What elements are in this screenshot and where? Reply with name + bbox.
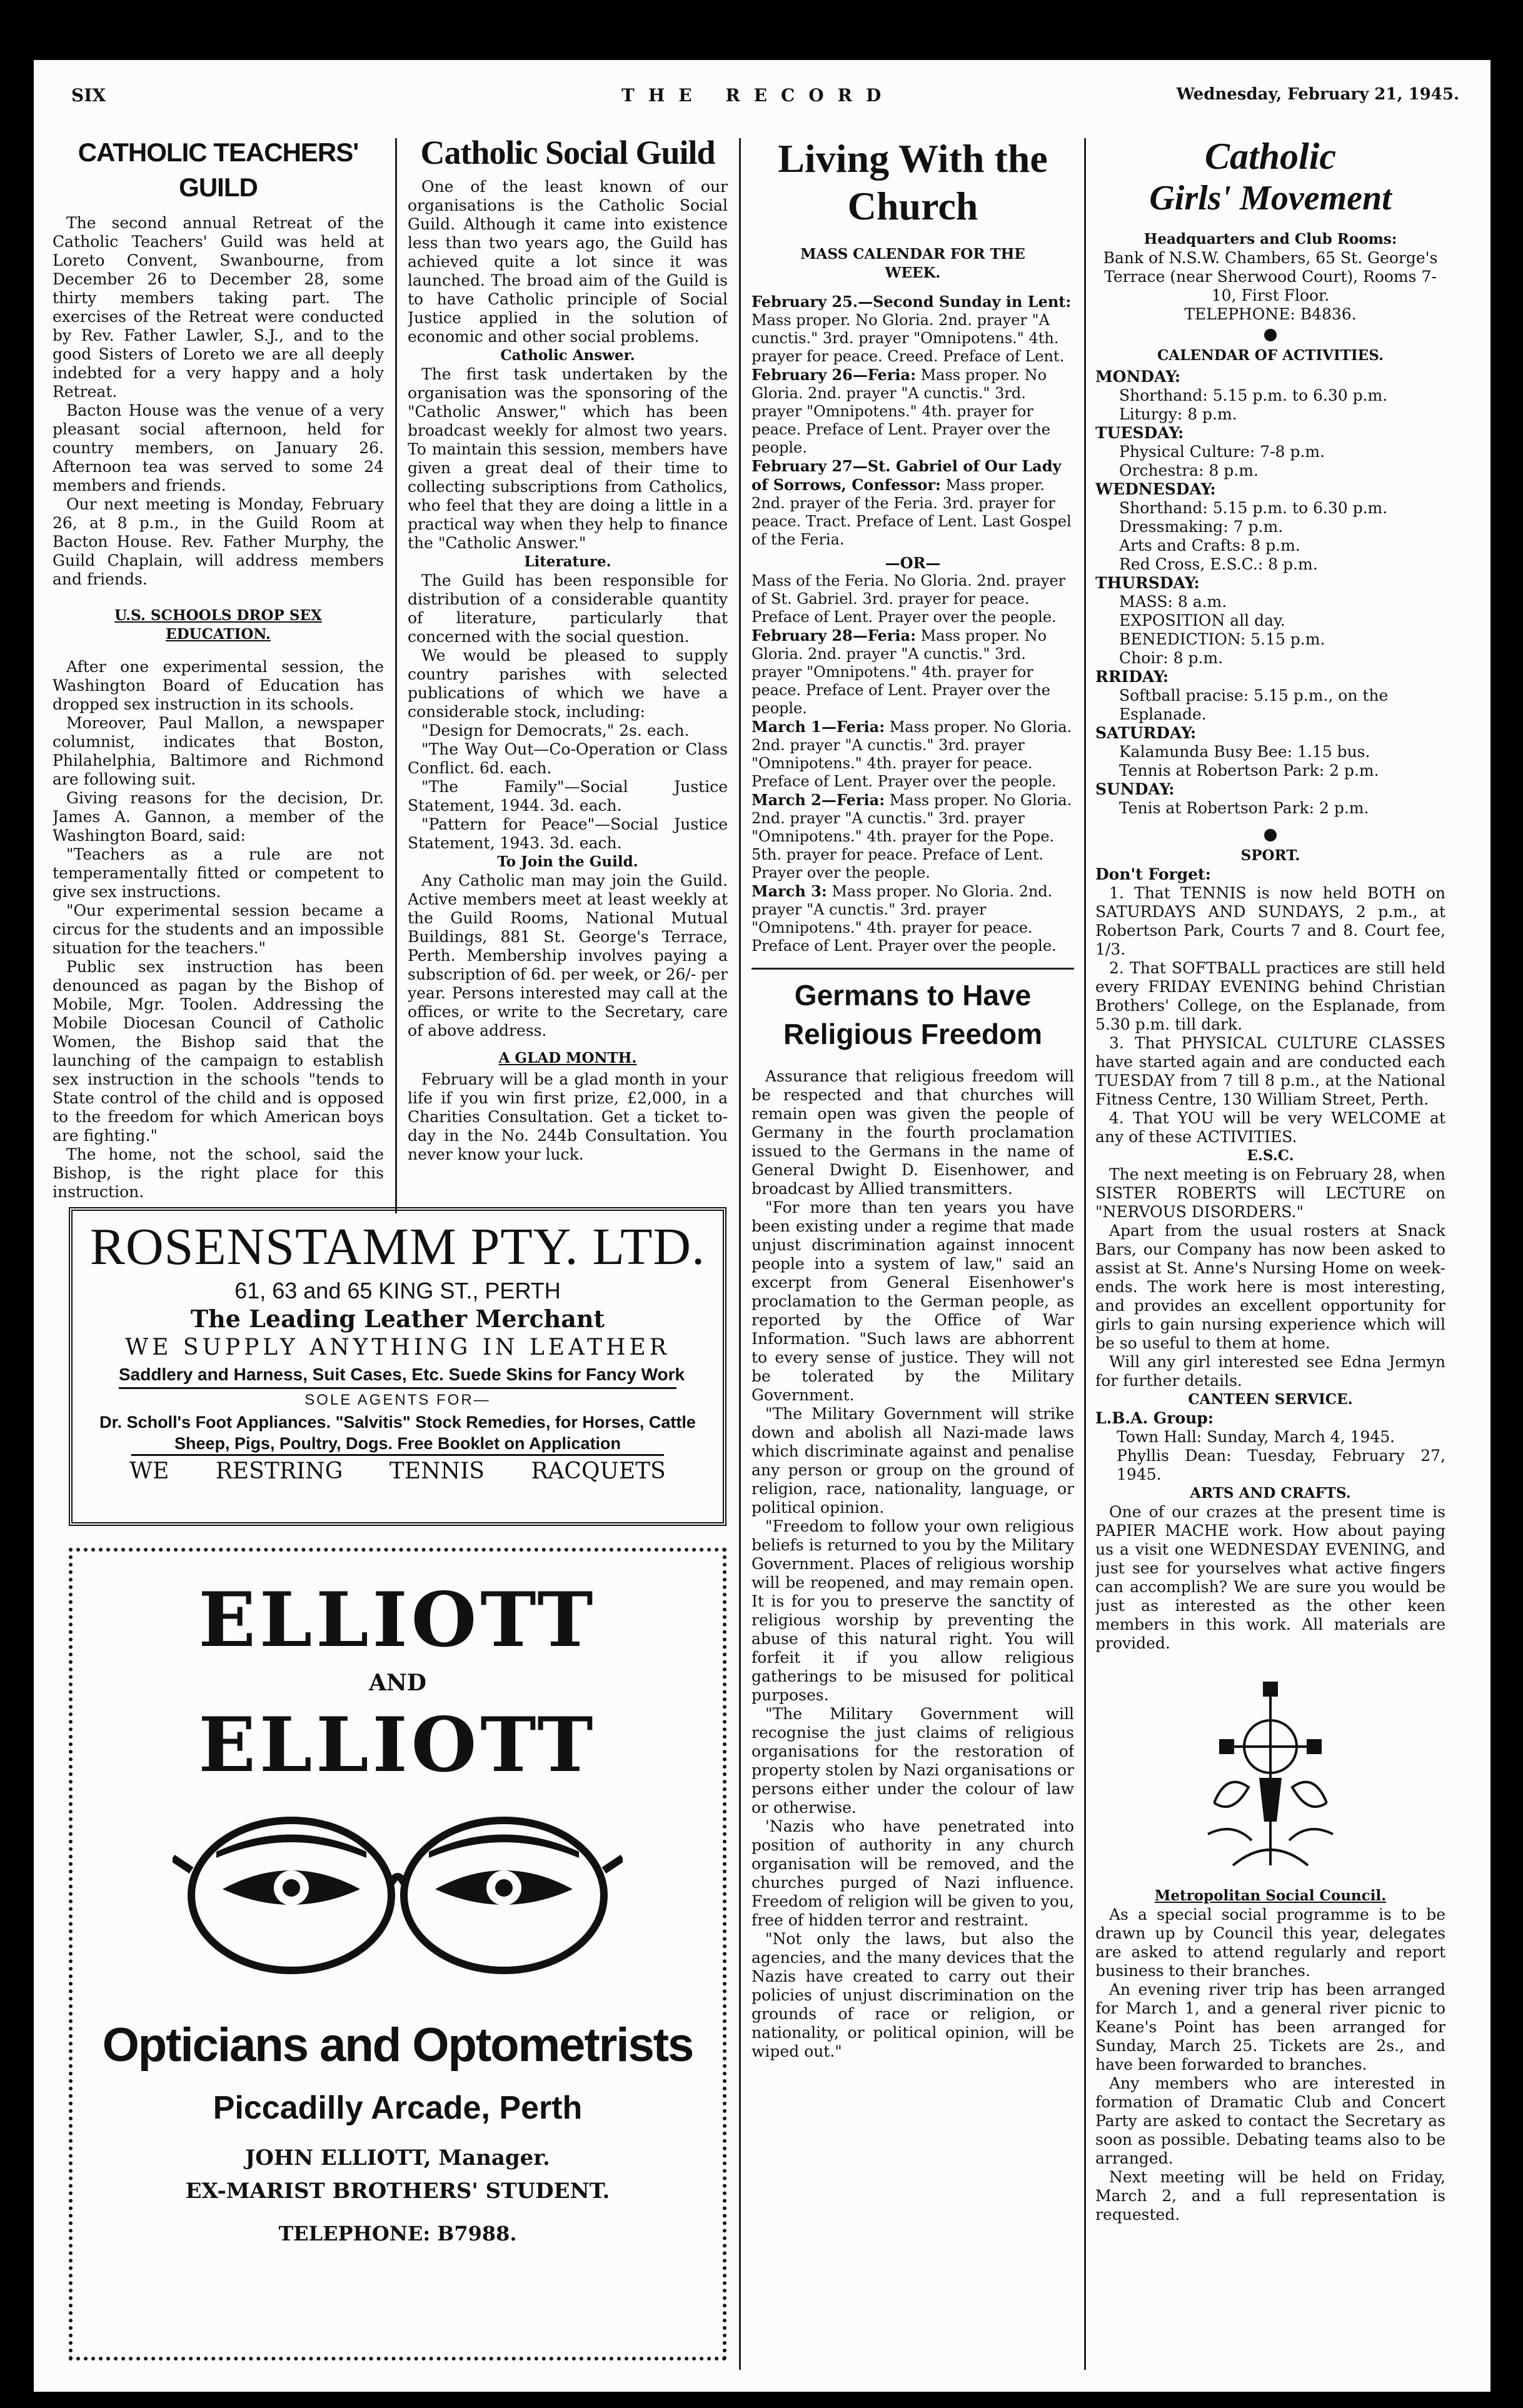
ad-address: 61, 63 and 65 KING ST., PERTH	[234, 1278, 561, 1303]
subheading: To Join the Guild.	[497, 853, 638, 870]
paragraph: The first task undertaken by the organisation was the sponsoring of the "Catholic Answer," which has been broadcast weekly for almost two years. To maintain this session, members have given a great deal of their time to collecting subscriptions from Catholics, who feel that they are doing a little in a practical way when they help to finance the "Catholic Answer."	[408, 365, 728, 552]
paragraph: 4. That YOU will be very WELCOME at any of these ACTIVITIES.	[1095, 1109, 1445, 1146]
ad-tagline: The Leading Leather Merchant	[190, 1305, 605, 1333]
paragraph: "For more than ten years you have been existing under a regime that made unjust discrimination against innocent people into a system of law," said an excerpt from General Eisenhower's proclamation to the German people, as reported by the Office of War Information. "Such laws are abhorrent to every sense of justice. They will not be tolerated by the Military Government.	[751, 1198, 1074, 1404]
subheading: Literature.	[524, 553, 611, 570]
subheading: MASS CALENDAR FOR THE WEEK.	[800, 246, 1025, 281]
ad-name: ELLIOTT	[198, 1576, 597, 1664]
paragraph: The second annual Retreat of the Catholic Teachers' Guild was held at Loreto Convent, Swanbourne, from December 26 to December 28, some thirty members taking part. The exercises of the Retreat were conducted by Rev. Father Lawler, S.J., and to the good Sisters of Loreto we are all deeply indebted for a very happy and a holy Retreat.	[53, 214, 384, 401]
paragraph: Any members who are interested in formation of Dramatic Club and Concert Party are asked to contact the Secretary as soon as possible. Debating teams also to be arranged.	[1095, 2074, 1445, 2167]
paragraph: "Teachers as a rule are not temperamentally fitted or competent to give sex instructions.	[53, 845, 384, 901]
ad-name: ELLIOTT	[198, 1701, 597, 1789]
article-heading: Catholic Social Guild	[420, 135, 715, 171]
calendar-entry: February 28—Feria: Mass proper. No Gloria. 2nd. prayer "A cunctis." 3rd. prayer "Omnipotens." 4th. prayer for peace. Preface of Lent. Prayer over the people.	[751, 626, 1050, 717]
ad-company-name: ROSENSTAMM PTY. LTD.	[89, 1218, 706, 1276]
paragraph: Our next meeting is Monday, February 26, at 8 p.m., in the Guild Room at Bacton House. Rev. Father Murphy, the Guild Chaplain, will address members and friends.	[53, 495, 384, 588]
paragraph: One of the least known of our organisations is the Catholic Social Guild. Although it came into existence less than two years ago, the Guild has achieved quite a lot since it was launched. The broad aim of the Guild is to have Catholic principle of Social Justice applied in the solution of economic and other social problems.	[408, 178, 728, 346]
paragraph: Bacton House was the venue of a very pleasant social afternoon, held for country members, on January 26. Afternoon tea was served to some 24 members and friends.	[53, 401, 384, 494]
paragraph: Moreover, Paul Mallon, a newspaper columnist, indicates that Boston, Philahelphia, Baltimore and Richmond are following suit.	[53, 714, 384, 788]
ad-products: Sheep, Pigs, Poultry, Dogs. Free Booklet on Application	[131, 1433, 664, 1456]
ad-and: AND	[368, 1670, 427, 1696]
paragraph: "Design for Democrats," 2s. each.	[421, 721, 690, 740]
paragraph: "Our experimental session became a circus for the students and an impossible situation for the teachers."	[53, 901, 384, 957]
spectacles-eyes-icon	[173, 1802, 623, 1989]
subheading: Catholic Answer.	[500, 347, 635, 364]
ad-manager: JOHN ELLIOTT, Manager.	[245, 2145, 550, 2170]
paragraph: The Guild has been responsible for distribution of a considerable quantity of literature, particularly that concerned with the social question.	[408, 571, 728, 646]
paragraph: "Freedom to follow your own religious beliefs is returned to you by the Military Government. Places of religious worship will be reopened, and may remain open. It is for you to preserve the sanctity of religious worship by preventing the abuse of this natural right. You will forfeit it if you allow religious gatherings to be misused for political purposes.	[751, 1517, 1074, 1704]
article-heading: Germans to Have Religious Freedom	[783, 979, 1043, 1050]
paragraph: Assurance that religious freedom will be respected and that churches will remain open was given the people of Germany in the fourth proclamation issued to the Germans in the name of General Dwight D. Eisenhower, and broadcast by Allied transmitters.	[751, 1067, 1074, 1198]
paragraph: Giving reasons for the decision, Dr. James A. Gannon, a member of the Washington Board, said:	[53, 789, 384, 845]
paragraph: Next meeting will be held on Friday, March 2, and a full representation is requested.	[1095, 2168, 1445, 2224]
paragraph: One of our crazes at the present time is PAPIER MACHE work. How about paying us a visit one WEDNESDAY EVENING, and just see for yourselves what active fingers can accomplish? We are sure you would be just as interested as the other keen members in this work. All materials are provided.	[1095, 1503, 1445, 1652]
paragraph: February will be a glad month in your life if you win first prize, £2,000, in a Charities Consultation. Get a ticket to-day in the No. 244b Consultation. You never know your luck.	[408, 1070, 728, 1163]
paragraph: 1. That TENNIS is now held BOTH on SATURDAYS AND SUNDAYS, 2 p.m., at Robertson Park, Courts 7 and 8. Court fee, 1/3.	[1095, 884, 1445, 958]
subheading: ARTS AND CRAFTS.	[1190, 1485, 1351, 1502]
paragraph: "The Military Government will recognise the just claims of religious organisations for the restoration of property stolen by Nazi organisations or persons either under the colour of law or otherwise.	[751, 1705, 1074, 1817]
activities-calendar: MONDAY: Shorthand: 5.15 p.m. to 6.30 p.m. Liturgy: 8 p.m. TUESDAY: Physical Culture: 7-8 p.m. Orchestra: 8 p.m. WEDNESDAY: Shorthand: 5.15 p.m. to 6.30 p.m. Dressmaking: 7 p.m. Arts and Crafts: 8 p.m. Red Cross, E.S.C.: 8 p.m. THURSDAY: MASS: 8 a.m. EXPOSITION all day. BENEDICTION: 5.15 p.m. Choir: 8 p.m. RRIDAY: Softball pracise: 5.15 p.m., on the Esplanade. SATURDAY: Kalamunda Busy Bee: 1.15 bus. Tennis at Robertson Park: 2 p.m. SUNDAY: Tenis at Robertson Park: 2 p.m.	[1095, 368, 1389, 817]
ad-products: Dr. Scholl's Foot Appliances. "Salvitis" Stock Remedies, for Horses, Cattle	[99, 1413, 696, 1432]
ad-items: Saddlery and Harness, Suit Cases, Etc. Suede Skins for Fancy Work	[119, 1362, 676, 1389]
subheading: E.S.C.	[1247, 1147, 1294, 1164]
ad-telephone: TELEPHONE: B7988.	[278, 2222, 517, 2245]
subheading: CALENDAR OF ACTIVITIES.	[1157, 347, 1384, 364]
ad-address: Piccadilly Arcade, Perth	[213, 2090, 583, 2126]
column-rule	[739, 138, 741, 2370]
subheading: SPORT.	[1240, 847, 1300, 864]
ad-opticians: Opticians and Optometrists	[102, 2019, 693, 2072]
column-rule	[1084, 138, 1086, 2370]
elliott-advertisement	[69, 1548, 726, 2360]
column-girls-movement	[1095, 135, 1445, 2379]
paragraph: Phyllis Dean: Tuesday, February 27, 1945.	[1117, 1447, 1445, 1483]
paragraph: Apart from the usual rosters at Snack Bars, our Company has now been asked to assist at St. Anne's Nursing Home on week-ends. The work here is most interesting, and provides an excellent opportunity for girls to gain nursing experience which will be so useful to them at home.	[1095, 1222, 1445, 1352]
paragraph: Bank of N.S.W. Chambers, 65 St. George's Terrace (near Sherwood Court), Rooms 7-10, First Floor.	[1103, 249, 1438, 304]
subheading: A GLAD MONTH.	[498, 1050, 637, 1066]
subheading: CANTEEN SERVICE.	[1188, 1391, 1353, 1408]
masthead	[71, 85, 1459, 116]
paragraph: We would be pleased to supply country parishes with selected publications of which we have a considerable stock, including:	[408, 646, 728, 721]
bullet-dot	[1264, 329, 1277, 341]
paragraph: "The Family"—Social Justice Statement, 1944. 3d. each.	[408, 778, 728, 815]
calendar-entry: February 26—Feria: Mass proper. No Gloria. 2nd. prayer "A cunctis." 3rd. prayer "Omnipotens." 4th. prayer for peace. Preface of Lent. Prayer over the people.	[751, 366, 1050, 456]
bullet-dot	[1264, 829, 1277, 841]
subheading: U.S. SCHOOLS DROP SEX EDUCATION.	[114, 607, 322, 643]
paper-title: THE RECORD	[621, 85, 895, 106]
paragraph: Public sex instruction has been denounced as pagan by the Bishop of Mobile, Mgr. Toolen. Addressing the Mobile Diocesan Council of Catholic Women, the Bishop said that the launching of the campaign to establish sex instruction in the schools "tends to State control of the child and is opposed to the freedom for which American boys are fighting."	[53, 958, 384, 1145]
page-number: SIX	[71, 85, 106, 106]
mass-calendar	[751, 293, 1074, 955]
paragraph: Any Catholic man may join the Guild. Active members meet at least weekly at the Guild Rooms, National Mutual Buildings, 881 St. George's Terrace, Perth. Membership involves paying a subscription of 6d. per week, or 26/- per year. Persons interested may call at the offices, or write to the Secretary, care of above address.	[408, 871, 728, 1040]
paragraph: The next meeting is on February 28, when SISTER ROBERTS will LECTURE on "NERVOUS DISORDERS."	[1095, 1165, 1445, 1221]
cross-emblem-icon	[1189, 1678, 1352, 1878]
paragraph: "The Military Government will strike down and abolish all Nazi-made laws which discriminate against and penalise any person or group on the ground of religion, race, nationality, language, or political opinion.	[751, 1405, 1074, 1517]
paragraph: As a special social programme is to be drawn up by Council this year, delegates are asked to attend regularly and report business to their branches.	[1095, 1905, 1445, 1980]
ad-supply: WE SUPPLY ANYTHING IN LEATHER	[125, 1335, 670, 1360]
column-teachers-guild	[53, 135, 384, 1210]
paragraph: 'Nazis who have penetrated into position of authority in any church organisation will be removed, and the churches purged of Nazi influence. Freedom of religion will be given to you, free of hidden terror and restraint.	[751, 1817, 1074, 1929]
column-rule	[395, 138, 397, 1213]
label: L.B.A. Group:	[1095, 1409, 1214, 1427]
article-heading: Catholic	[1204, 136, 1337, 177]
column-social-guild	[408, 135, 728, 1210]
ad-restring-line: WE RESTRING TENNIS RACQUETS	[129, 1458, 666, 1484]
calendar-entry: March 3: Mass proper. No Gloria. 2nd. prayer "A cunctis." 3rd. prayer "Omnipotens." 4th. prayer for peace. Preface of Lent. Prayer over the people.	[751, 882, 1057, 955]
calendar-entry: February 25.—Second Sunday in Lent: Mass proper. No Gloria. 2nd. prayer "A cunctis." 3rd. prayer "Omnipotens." 4th. prayer for peace. Creed. Preface of Lent.	[751, 293, 1072, 365]
calendar-entry: March 2—Feria: Mass proper. No Gloria. 2nd. prayer "A cunctis." 3rd. prayer "Omnipotens." 4th. prayer for the Pope. 5th. prayer for peace. Preface of Lent. Prayer over the people.	[751, 791, 1072, 881]
rosenstamm-advertisement	[69, 1207, 726, 1526]
ad-agents: SOLE AGENTS FOR—	[304, 1392, 491, 1408]
paragraph: 2. That SOFTBALL practices are still held every FRIDAY EVENING behind Christian Brothers' College, on the Esplanade, from 5.30 p.m. till dark.	[1095, 959, 1445, 1033]
paragraph: After one experimental session, the Washington Board of Education has dropped sex instruction in its schools.	[53, 658, 384, 713]
ad-student: EX-MARIST BROTHERS' STUDENT.	[185, 2179, 610, 2204]
subheading: Headquarters and Club Rooms:	[1144, 231, 1397, 248]
calendar-entry: February 27—St. Gabriel of Our Lady of Sorrows, Confessor: Mass proper. 2nd. prayer of the Feria. 3rd. prayer for peace. Tract. Preface of Lent. Last Gospel of the Feria.	[751, 457, 1072, 548]
paragraph: "The Way Out—Co-Operation or Class Conflict. 6d. each.	[408, 740, 728, 777]
newspaper-page	[34, 60, 1490, 2392]
article-heading: CATHOLIC TEACHERS' GUILD	[78, 138, 359, 202]
column-living-with-church	[751, 135, 1074, 2379]
label: Don't Forget:	[1095, 865, 1211, 883]
calendar-entry: —OR— Mass of the Feria. No Gloria. 2nd. prayer of St. Gabriel. 3rd. prayer for peace. Preface of Lent. Prayer over the people.	[751, 554, 1066, 626]
paragraph: The home, not the school, said the Bishop, is the right place for this instruction.	[53, 1145, 384, 1201]
subheading: Metropolitan Social Council.	[1154, 1887, 1387, 1904]
paragraph: "Pattern for Peace"—Social Justice Statement, 1943. 3d. each.	[408, 815, 728, 852]
article-heading: Girls' Movement	[1149, 179, 1392, 218]
paragraph: An evening river trip has been arranged for March 1, and a general river picnic to Keane's Point has been arranged for Sunday, March 25. Tickets are 2s., and have been forwarded to branches.	[1095, 1980, 1445, 2074]
issue-date: Wednesday, February 21, 1945.	[1176, 85, 1459, 104]
telephone: TELEPHONE: B4836.	[1184, 305, 1357, 323]
paragraph: "Not only the laws, but also the agencies, and the many devices that the Nazis have created to carry out their policies of unjust discrimination on the grounds of race or religion, or nationality, or political opinion, will be wiped out."	[751, 1930, 1074, 2060]
paragraph: Town Hall: Sunday, March 4, 1945.	[1117, 1428, 1395, 1446]
calendar-entry: March 1—Feria: Mass proper. No Gloria. 2nd. prayer "A cunctis." 3rd. prayer "Omnipotens." 4th. prayer for peace. Preface of Lent. Prayer over the people.	[751, 718, 1072, 790]
article-heading: Living With the Church	[778, 136, 1048, 228]
paragraph: 3. That PHYSICAL CULTURE CLASSES have started again and are conducted each TUESDAY from 7 till 8 p.m., at the National Fitness Centre, 130 William Street, Perth.	[1095, 1034, 1445, 1108]
paragraph: Will any girl interested see Edna Jermyn for further details.	[1095, 1353, 1445, 1390]
